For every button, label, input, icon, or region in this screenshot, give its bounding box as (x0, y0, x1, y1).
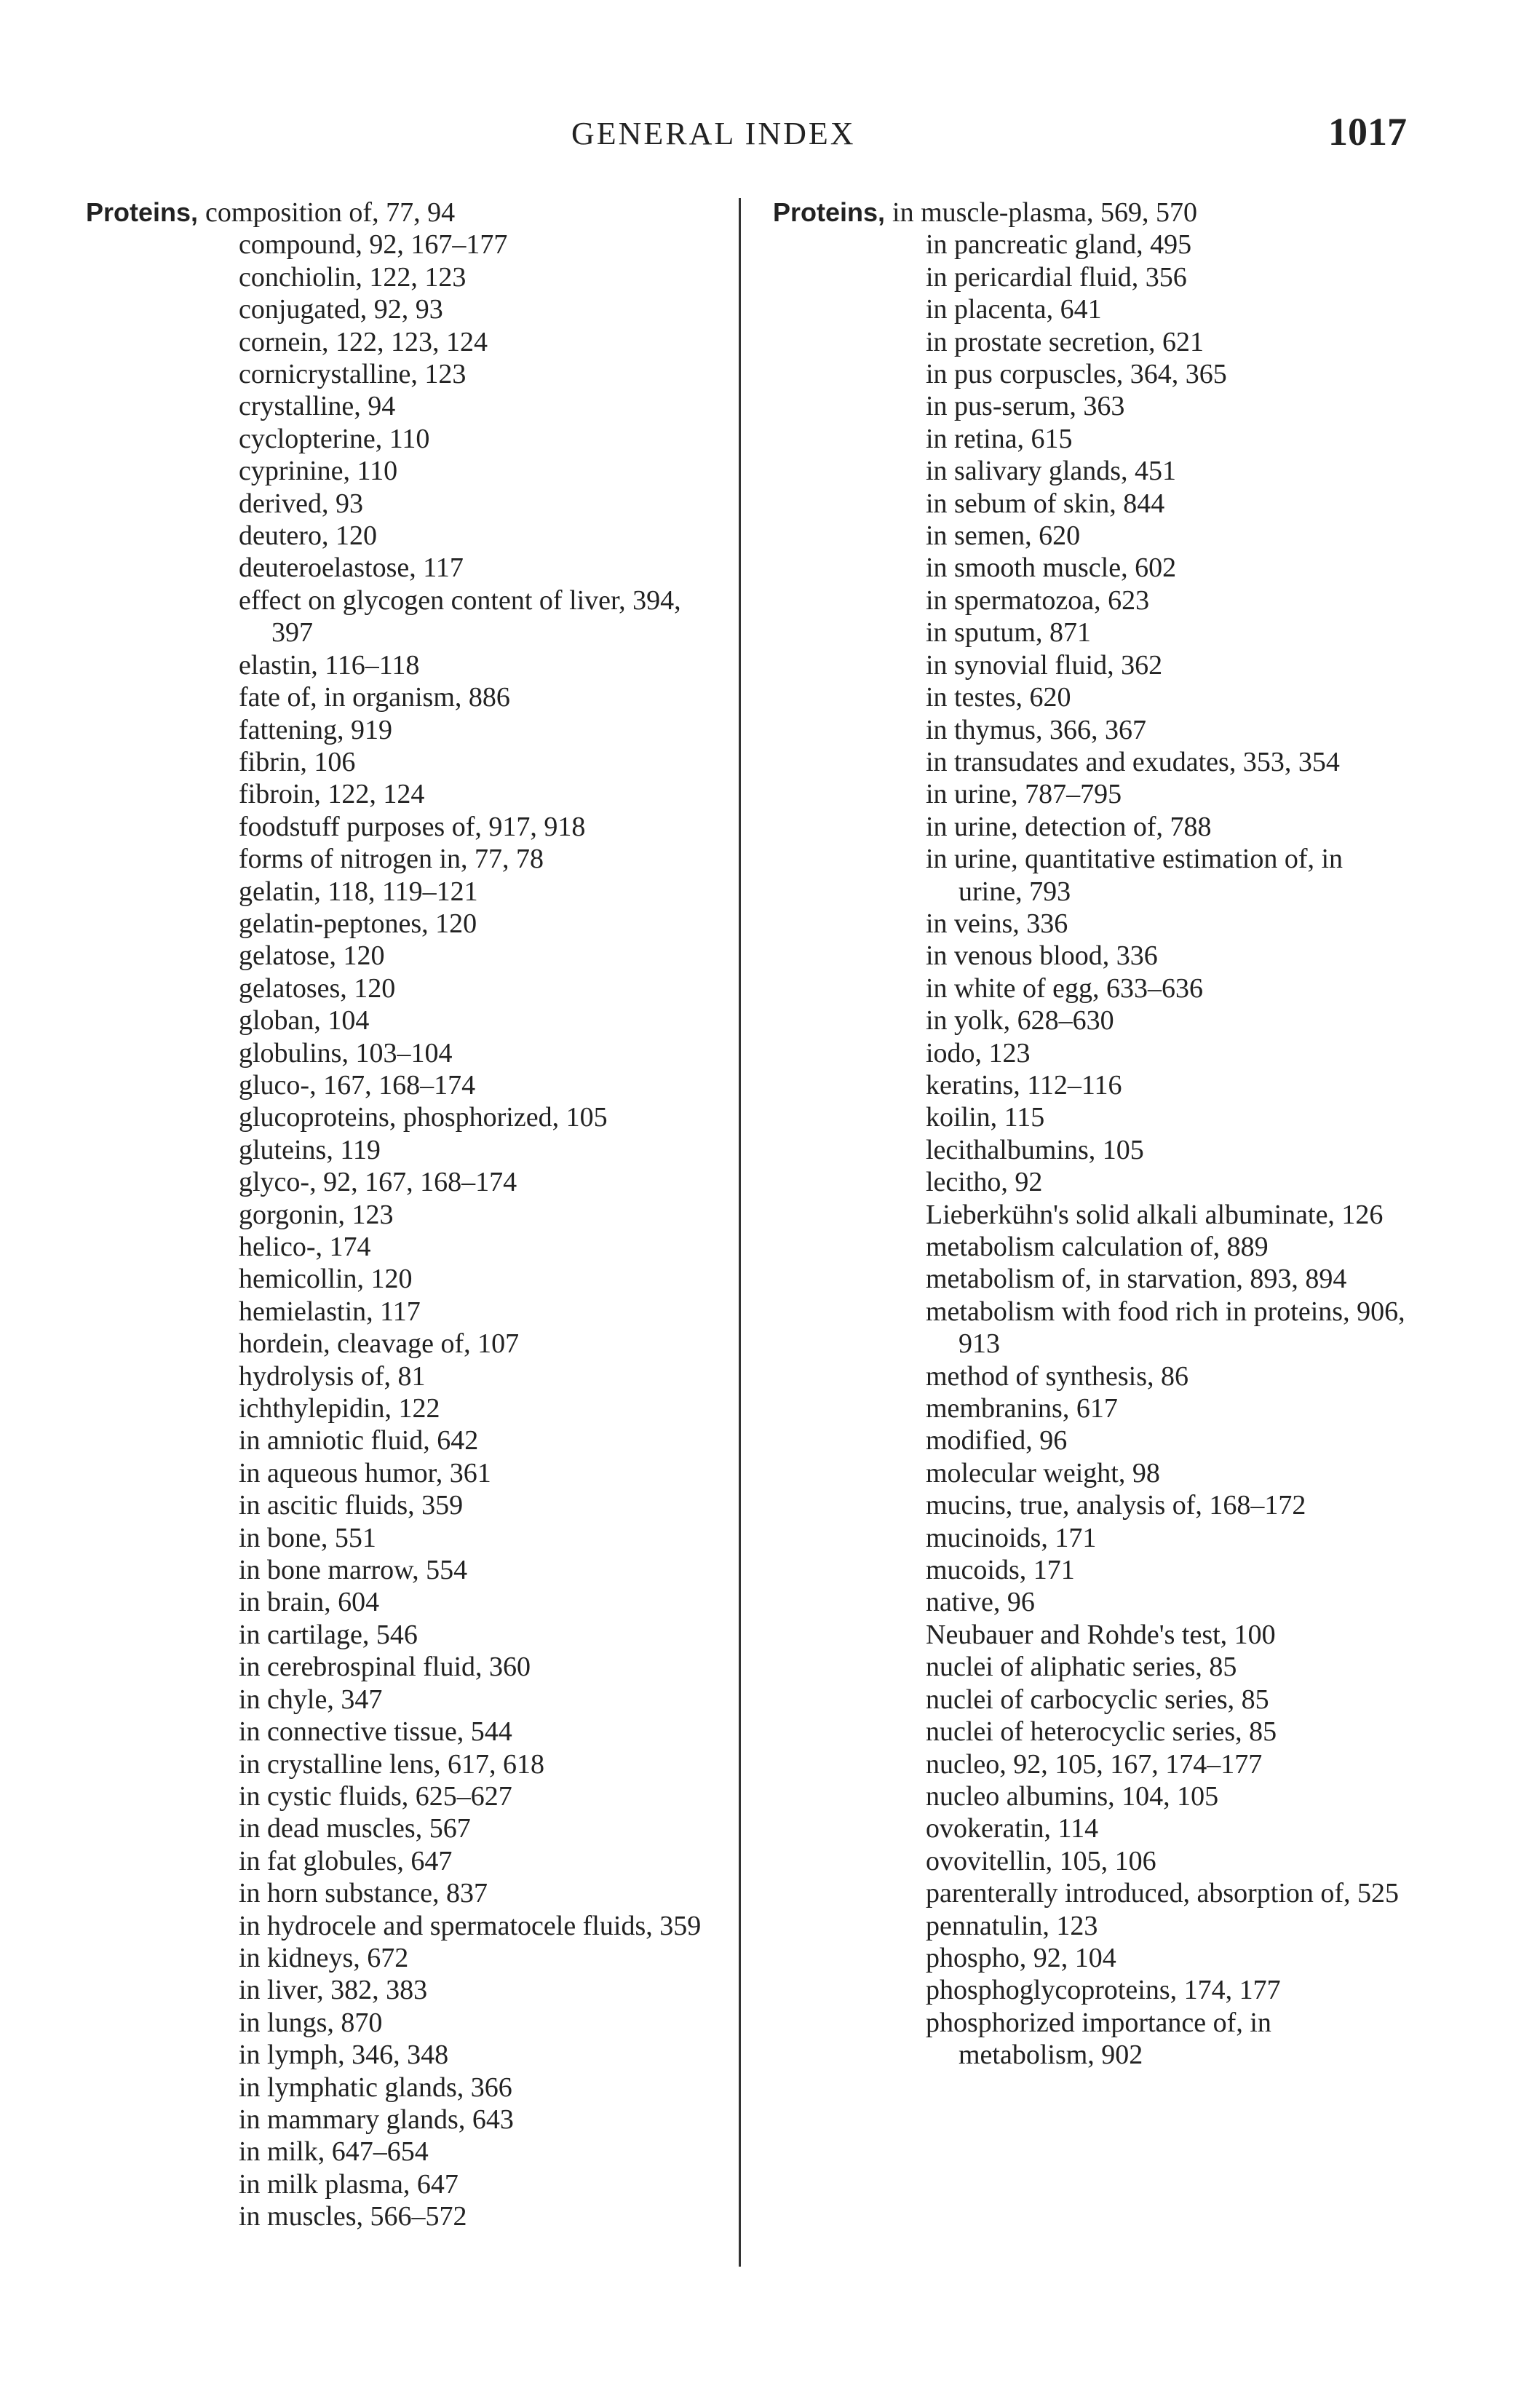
index-entry: in crystalline lens, 617, 618 (239, 1748, 545, 1780)
index-head-entry (86, 197, 721, 229)
index-headword: Proteins, (86, 197, 199, 227)
index-entry: in milk, 647–654 (239, 2136, 429, 2168)
index-entry: ichthylepidin, 122 (239, 1393, 440, 1424)
index-entry: compound, 92, 167–177 (239, 229, 508, 261)
index-entry: phosphoglycoproteins, 174, 177 (926, 1975, 1281, 2006)
index-entry: in prostate secretion, 621 (926, 326, 1204, 357)
index-entry: membranins, 617 (926, 1393, 1118, 1424)
index-entry: deutero, 120 (239, 520, 377, 552)
index-entry: Neubauer and Rohde's test, 100 (926, 1619, 1276, 1650)
index-entry: in chyle, 347 (239, 1684, 383, 1715)
index-entry: helico-, 174 (239, 1232, 371, 1262)
index-entry: in pancreatic gland, 495 (926, 229, 1192, 261)
index-entry: in kidneys, 672 (239, 1942, 409, 1973)
running-title: GENERAL INDEX (571, 116, 856, 151)
index-entry: in bone, 551 (239, 1522, 376, 1553)
index-entry: in pericardial fluid, 356 (926, 261, 1187, 293)
index-entry: in cerebrospinal fluid, 360 (239, 1652, 531, 1683)
index-entry: fibrin, 106 (239, 746, 356, 777)
index-entry: in smooth muscle, 602 (926, 552, 1177, 584)
index-entry: in semen, 620 (926, 520, 1081, 552)
index-entry: gelatoses, 120 (239, 972, 396, 1004)
index-entry: globulins, 103–104 (239, 1037, 453, 1069)
index-entry: in urine, 787–795 (926, 779, 1122, 810)
column-divider (739, 198, 741, 2267)
index-entry: mucoids, 171 (926, 1555, 1075, 1586)
index-entry: native, 96 (926, 1587, 1035, 1618)
index-entry: in testes, 620 (926, 682, 1071, 713)
index-entry: in dead muscles, 567 (239, 1813, 471, 1844)
index-entry: pennatulin, 123 (926, 1910, 1098, 1941)
index-column-left (86, 197, 721, 2233)
index-entry: in lymph, 346, 348 (239, 2040, 449, 2071)
index-entry: in bone marrow, 554 (239, 1555, 468, 1586)
index-entry: in lungs, 870 (239, 2007, 383, 2038)
index-entry: in aqueous humor, 361 (239, 1457, 491, 1489)
index-entry: in urine, quantitative estimation of, in urine, 793 (926, 844, 1343, 907)
index-entry: conchiolin, 122, 123 (239, 261, 467, 293)
index-entry: hydrolysis of, 81 (239, 1360, 426, 1392)
index-entry: metabolism of, in starvation, 893, 894 (926, 1264, 1347, 1295)
index-entry: in salivary glands, 451 (926, 456, 1177, 487)
running-head (0, 109, 1540, 160)
index-entry: in lymphatic glands, 366 (239, 2072, 512, 2103)
index-entry: gelatin-peptones, 120 (239, 908, 477, 939)
index-entry: ovovitellin, 105, 106 (926, 1845, 1156, 1876)
index-entry: iodo, 123 (926, 1037, 1031, 1069)
index-entry: hemicollin, 120 (239, 1264, 413, 1295)
index-entry: in sputum, 871 (926, 617, 1091, 649)
index-entry: in spermatozoa, 623 (926, 584, 1150, 616)
index-entry: metabolism with food rich in proteins, 906, 913 (926, 1296, 1405, 1360)
index-entry: in pus corpuscles, 364, 365 (926, 359, 1227, 390)
index-head-entry (773, 197, 1408, 229)
index-entry: molecular weight, 98 (926, 1457, 1160, 1489)
index-entry: ovokeratin, 114 (926, 1813, 1099, 1844)
index-entry: fattening, 919 (239, 714, 393, 745)
index-entry: deuteroelastose, 117 (239, 552, 464, 584)
index-entry: nucleo, 92, 105, 167, 174–177 (926, 1748, 1263, 1780)
index-entry: nuclei of aliphatic series, 85 (926, 1652, 1237, 1683)
index-entry: in muscles, 566–572 (239, 2201, 467, 2232)
index-entry: in cartilage, 546 (239, 1619, 418, 1650)
index-entry: in mammary glands, 643 (239, 2104, 514, 2135)
page-number: 1017 (1328, 110, 1407, 154)
index-entry: lecitho, 92 (926, 1167, 1043, 1198)
index-entry: keratins, 112–116 (926, 1069, 1122, 1101)
index-entry: modified, 96 (926, 1425, 1068, 1456)
index-entry: gluco-, 167, 168–174 (239, 1069, 476, 1101)
index-entry: fate of, in organism, 886 (239, 682, 510, 713)
index-entry: cyclopterine, 110 (239, 423, 430, 454)
index-entry: cornicrystalline, 123 (239, 359, 467, 390)
index-entry: in retina, 615 (926, 423, 1073, 454)
index-entry: in cystic fluids, 625–627 (239, 1780, 512, 1812)
index-entry: in hydrocele and spermatocele fluids, 359 (239, 1910, 702, 1941)
index-entry: in placenta, 641 (926, 294, 1102, 325)
index-entry: crystalline, 94 (239, 391, 396, 422)
index-entry: gelatose, 120 (239, 940, 385, 972)
index-entry: in yolk, 628–630 (926, 1005, 1114, 1037)
index-entry: parenterally introduced, absorption of, 525 (926, 1878, 1400, 1909)
index-entry: Lieberkühn's solid alkali albuminate, 126 (926, 1199, 1384, 1230)
index-entry-text: in muscle-plasma, 569, 570 (892, 197, 1198, 228)
index-entry: in horn substance, 837 (239, 1878, 488, 1909)
index-entry: in ascitic fluids, 359 (239, 1490, 464, 1521)
index-entry: in synovial fluid, 362 (926, 649, 1163, 681)
index-entry: in fat globules, 647 (239, 1845, 453, 1876)
index-entry: elastin, 116–118 (239, 649, 420, 681)
index-entry: mucins, true, analysis of, 168–172 (926, 1490, 1306, 1521)
index-entry-text: composition of, 77, 94 (205, 197, 456, 228)
index-entry: in transudates and exudates, 353, 354 (926, 746, 1340, 777)
index-entry: in pus-serum, 363 (926, 391, 1125, 422)
index-entry: nucleo albumins, 104, 105 (926, 1780, 1219, 1812)
index-entry: fibroin, 122, 124 (239, 779, 425, 810)
index-entry: lecithalbumins, 105 (926, 1134, 1144, 1165)
index-entry: in liver, 382, 383 (239, 1975, 428, 2006)
index-entry: in brain, 604 (239, 1587, 380, 1618)
index-entry: cyprinine, 110 (239, 456, 398, 487)
index-entry: in amniotic fluid, 642 (239, 1425, 479, 1456)
index-entry: foodstuff purposes of, 917, 918 (239, 811, 586, 842)
index-entry: in milk plasma, 647 (239, 2168, 459, 2200)
index-entry: gorgonin, 123 (239, 1199, 394, 1230)
index-entry: method of synthesis, 86 (926, 1360, 1188, 1392)
index-entry: glyco-, 92, 167, 168–174 (239, 1167, 517, 1198)
index-entry: hemielastin, 117 (239, 1296, 421, 1327)
index-entry: nuclei of heterocyclic series, 85 (926, 1716, 1277, 1748)
index-headword: Proteins, (773, 197, 886, 227)
index-entry: in thymus, 366, 367 (926, 714, 1146, 745)
index-entry: gelatin, 118, 119–121 (239, 876, 478, 907)
index-entry: in urine, detection of, 788 (926, 811, 1212, 842)
index-entry: phospho, 92, 104 (926, 1942, 1116, 1973)
index-entry: conjugated, 92, 93 (239, 294, 443, 325)
index-entry: derived, 93 (239, 488, 363, 519)
index-entry: nuclei of carbocyclic series, 85 (926, 1684, 1269, 1715)
index-entry: forms of nitrogen in, 77, 78 (239, 844, 544, 875)
index-entry: metabolism calculation of, 889 (926, 1232, 1269, 1262)
index-entry: globan, 104 (239, 1005, 370, 1037)
index-entry: phosphorized importance of, in metabolism, 902 (926, 2007, 1271, 2071)
index-column-right (773, 197, 1408, 2072)
index-entry: in veins, 336 (926, 908, 1068, 939)
index-entry: effect on glycogen content of liver, 394, 397 (239, 584, 681, 649)
index-entry: in venous blood, 336 (926, 940, 1158, 972)
index-entry: in connective tissue, 544 (239, 1716, 512, 1748)
index-entry: cornein, 122, 123, 124 (239, 326, 488, 357)
index-entry: hordein, cleavage of, 107 (239, 1328, 520, 1360)
index-entry: in sebum of skin, 844 (926, 488, 1165, 519)
index-entry: in white of egg, 633–636 (926, 972, 1204, 1004)
index-entry: koilin, 115 (926, 1102, 1045, 1133)
index-entry: mucinoids, 171 (926, 1522, 1097, 1553)
index-entry: glucoproteins, phosphorized, 105 (239, 1102, 608, 1133)
index-entry: gluteins, 119 (239, 1134, 381, 1165)
